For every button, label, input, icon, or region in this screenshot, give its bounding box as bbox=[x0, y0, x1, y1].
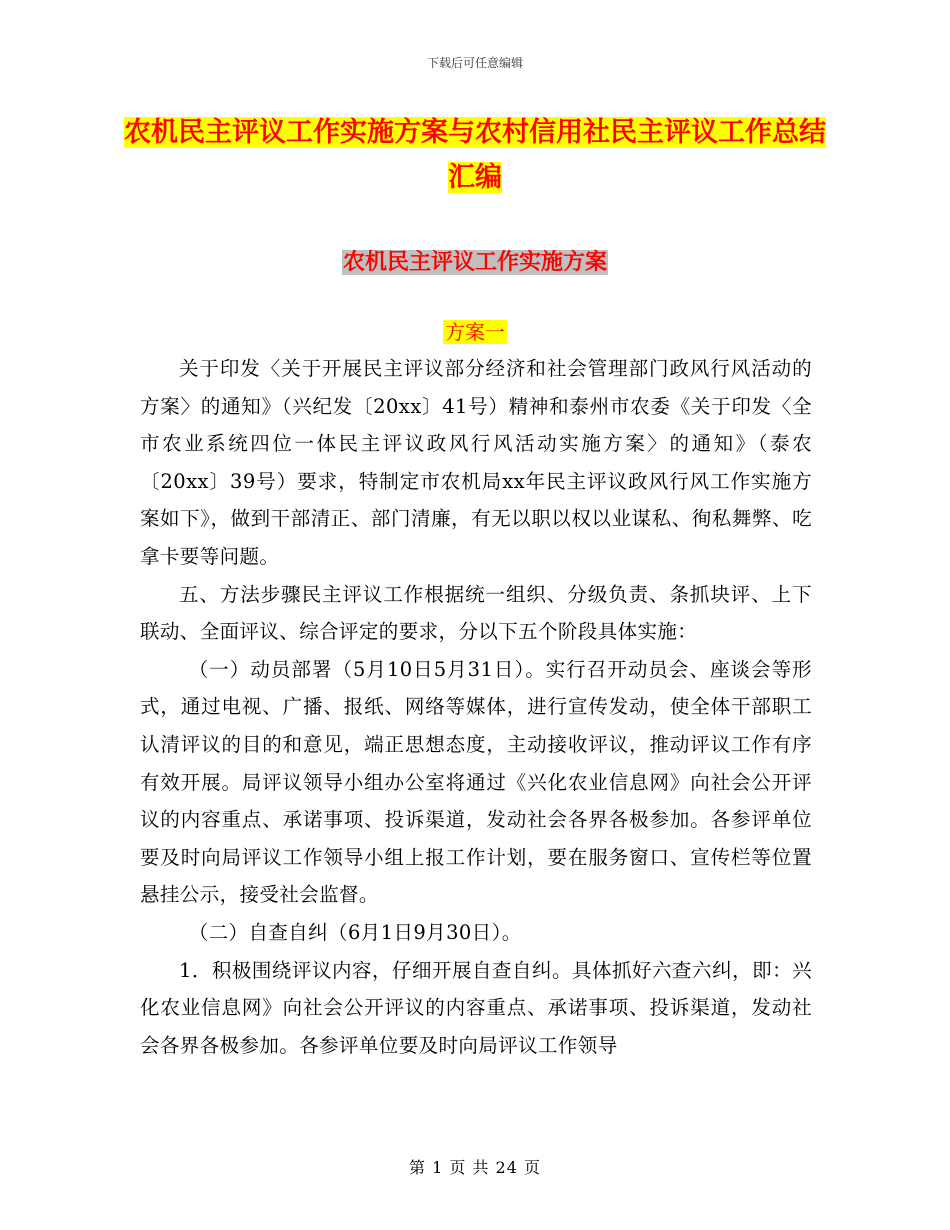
sub-title bbox=[0, 316, 950, 345]
main-title bbox=[120, 110, 830, 200]
paragraph-3: （一）动员部署（5月10日5月31日）。实行召开动员会、座谈会等形式，通过电视、广播、报纸、网络等媒体，进行宣传发动，使全体干部职工认清评议的目的和意见，端正思想态度，主动接收评议，推动评议工作有序有效开展。局评议领导小组办公室将通过《兴化农业信息网》向社会公开评议的内容重点、承诺事项、投诉渠道，发动社会各界各极参加。各参评单位要及时向局评议工作领导小组上报工作计划，要在服务窗口、宣传栏等位置悬挂公示，接受社会监督。 bbox=[140, 657, 812, 907]
page-footer: 第 1 页 共 24 页 bbox=[409, 1158, 541, 1177]
paragraph-4: （二）自查自纠（6月1日9月30日）。 bbox=[188, 920, 522, 944]
paragraph-2: 五、方法步骤民主评议工作根据统一组织、分级负责、条抓块评、上下联动、全面评议、综合评定的要求，分以下五个阶段具体实施： bbox=[140, 582, 812, 644]
section-title-text: 农机民主评议工作实施方案 bbox=[342, 250, 607, 275]
header-note: 下载后可任意编辑 bbox=[426, 56, 523, 70]
main-title-text: 农机民主评议工作实施方案与农村信用社民主评议工作总结汇编 bbox=[124, 117, 826, 193]
document-body bbox=[140, 350, 812, 1064]
section-title bbox=[0, 245, 950, 276]
paragraph-1: 关于印发〈关于开展民主评议部分经济和社会管理部门政风行风活动的方案〉的通知》（兴纪发〔20xx〕41号）精神和泰州市农委《关于印发〈全市农业系统四位一体民主评议政风行风活动实施方案〉的通知》（泰农〔20xx〕39号）要求，特制定市农机局xx年民主评议政风行风工作实施方案如下》，做到干部清正、部门清廉，有无以职以权以业谋私、徇私舞弊、吃拿卡要等问题。 bbox=[140, 357, 812, 568]
sub-title-text: 方案一 bbox=[445, 320, 505, 344]
paragraph-5: 1．积极围绕评议内容，仔细开展自查自纠。具体抓好六查六纠，即：兴化农业信息网》向社会公开评议的内容重点、承诺事项、投诉渠道，发动社会各界各极参加。各参评单位要及时向局评议工作领导 bbox=[140, 958, 812, 1057]
